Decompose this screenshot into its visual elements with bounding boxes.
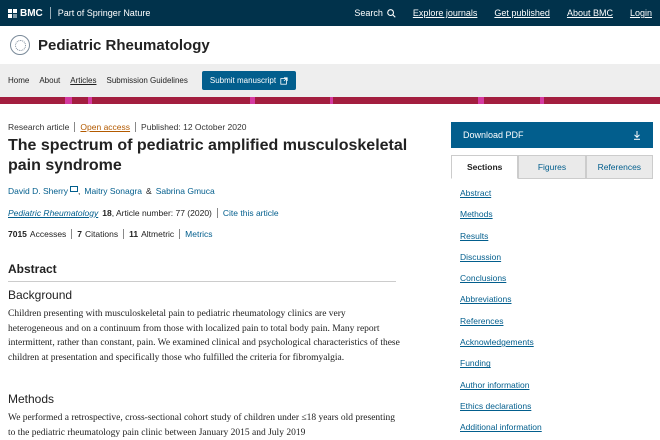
about-bmc-link[interactable]: About BMC	[566, 8, 613, 18]
section-link-author-information[interactable]: Author information	[460, 379, 530, 390]
article-meta	[8, 122, 246, 132]
sidebar-tabs	[451, 155, 653, 179]
tab-figures[interactable]: Figures	[518, 155, 585, 178]
meta-divider	[179, 229, 180, 239]
section-link-abbreviations[interactable]: Abbreviations	[460, 294, 512, 305]
section-link-references[interactable]: References	[460, 315, 504, 326]
author-link[interactable]: Sabrina Gmuca	[155, 186, 215, 196]
brand-divider	[50, 7, 51, 19]
tab-sections[interactable]: Sections	[451, 155, 518, 179]
meta-divider	[135, 122, 136, 132]
section-link-results[interactable]: Results	[460, 230, 489, 241]
article-number: , Article number: 77 (2020)	[111, 208, 212, 218]
published-date: Published: 12 October 2020	[141, 122, 247, 132]
bmc-brand-text: BMC	[20, 7, 43, 19]
brand-tagline: Part of Springer Nature	[57, 8, 151, 18]
methods-paragraph: We performed a retrospective, cross-sectional cohort study of children under ≤18 years old presenting to the pediatric rheumatology pain clinic between January 2015 and July 2019	[8, 413, 395, 438]
explore-journals-link[interactable]: Explore journals	[412, 8, 478, 18]
background-heading: Background	[8, 288, 73, 302]
citations-label: Citations	[85, 229, 119, 239]
abstract-heading: Abstract	[8, 262, 57, 276]
menu-home[interactable]: Home	[8, 76, 30, 85]
citations-count: 7	[77, 229, 83, 239]
section-link-discussion[interactable]: Discussion	[460, 251, 502, 262]
section-link-ethics-declarations[interactable]: Ethics declarations	[460, 400, 532, 411]
get-published-link[interactable]: Get published	[494, 8, 550, 18]
author-separator: ,	[78, 186, 81, 196]
bmc-logo	[8, 8, 43, 19]
citation-line	[8, 208, 279, 218]
login-link[interactable]: Login	[629, 8, 652, 18]
download-pdf-label: Download PDF	[463, 130, 524, 140]
download-pdf-button[interactable]	[451, 122, 653, 148]
volume-number: 18	[102, 208, 112, 218]
section-link-methods[interactable]: Methods	[460, 209, 493, 220]
methods-heading: Methods	[8, 392, 55, 406]
section-link-abstract[interactable]: Abstract	[460, 188, 492, 198]
abstract-divider	[8, 281, 396, 282]
accesses-label: Accesses	[29, 229, 67, 239]
meta-divider	[217, 208, 218, 218]
journal-name-link[interactable]: Pediatric Rheumatology	[8, 208, 99, 218]
search-icon	[387, 9, 396, 18]
altmetric-label: Altmetric	[141, 229, 175, 239]
author-separator: &	[146, 186, 152, 196]
section-link-additional-information[interactable]: Additional information	[460, 422, 542, 433]
search-label: Search	[354, 8, 383, 18]
tab-references[interactable]: References	[586, 155, 653, 178]
author-link[interactable]: Maitry Sonagra	[84, 186, 143, 196]
top-bar	[0, 0, 660, 26]
background-paragraph: Children presenting with musculoskeletal pain to pediatric rheumatology clinics are very heterogeneous and on a continuum from those with localized pain to total body pain. Many report intermittent, rather than constant, pain. We examined clinical and psychological characteristics of these children at presentation and specifically those who fulfilled the criteria for fibromyalgia.	[8, 309, 400, 363]
author-list	[8, 186, 215, 196]
section-list	[451, 183, 653, 439]
download-icon	[633, 131, 641, 140]
journal-header	[0, 26, 660, 64]
meta-divider	[74, 122, 75, 132]
meta-divider	[123, 229, 124, 239]
journal-logo-icon[interactable]	[10, 35, 30, 55]
article-metrics	[8, 229, 213, 239]
altmetric-count: 11	[129, 229, 139, 239]
meta-divider	[71, 229, 72, 239]
open-access-link[interactable]: Open access	[80, 122, 131, 132]
email-icon[interactable]	[70, 186, 78, 192]
menu-submission-guidelines[interactable]: Submission Guidelines	[106, 76, 188, 85]
sidebar	[451, 122, 653, 439]
author-link[interactable]: David D. Sherry	[8, 186, 68, 196]
section-link-acknowledgements[interactable]: Acknowledgements	[460, 337, 534, 348]
search-link[interactable]	[354, 8, 396, 18]
section-link-conclusions[interactable]: Conclusions	[460, 273, 507, 284]
journal-menu	[0, 64, 660, 98]
bmc-logo-icon	[8, 9, 17, 18]
submit-manuscript-label: Submit manuscript	[209, 76, 277, 85]
journal-title[interactable]: Pediatric Rheumatology	[38, 36, 210, 54]
cite-this-article-link[interactable]: Cite this article	[222, 208, 279, 218]
section-link-funding[interactable]: Funding	[460, 358, 491, 369]
submit-manuscript-button[interactable]	[202, 71, 296, 90]
journal-banner	[0, 97, 660, 104]
article-type: Research article	[8, 122, 70, 132]
accesses-count: 7015	[8, 229, 27, 239]
top-nav	[354, 8, 652, 18]
metrics-link[interactable]: Metrics	[185, 229, 213, 239]
article-title: The spectrum of pediatric amplified musculoskeletal pain syndrome	[8, 137, 408, 174]
menu-about[interactable]: About	[39, 76, 61, 85]
menu-articles[interactable]: Articles	[70, 76, 97, 85]
bmc-brand[interactable]	[8, 7, 150, 19]
external-link-icon	[280, 77, 288, 85]
